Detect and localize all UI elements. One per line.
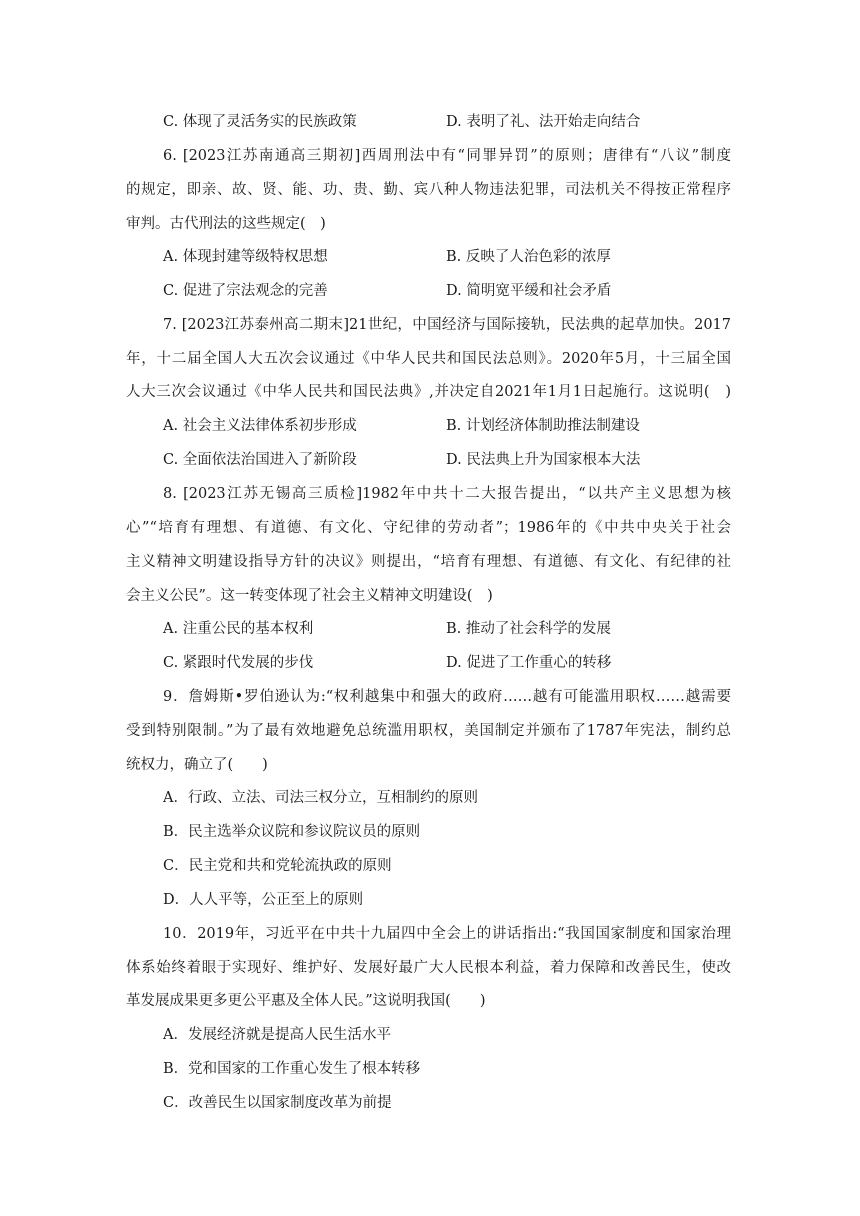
q7-stem-line-1: 7. [2023江苏泰州高二期末]21世纪，中国经济与国际接轨，民法典的起草加快。2017 xyxy=(163,317,731,333)
q9-stem-line-3: 统权力，确立了( ) xyxy=(126,757,268,773)
q7-option-a: A. 社会主义法律体系初步形成 xyxy=(163,418,357,434)
q8-stem-line-2: 心”“培育有理想、有道德、有文化、守纪律的劳动者”；1986年的《中共中央关于社会 xyxy=(126,520,731,536)
q9-stem-line-2: 受到特别限制。”为了最有效地避免总统滥用职权，美国制定并颁布了1787年宪法，制约总 xyxy=(126,723,731,739)
q9-option-a: A．行政、立法、司法三权分立，互相制约的原则 xyxy=(163,790,478,806)
q6-stem-line-1: 6. [2023江苏南通高三期初]西周刑法中有“同罪异罚”的原则；唐律有“八议”制度 xyxy=(163,148,731,164)
q8-option-d: D. 促进了工作重心的转移 xyxy=(446,655,612,671)
q8-option-a: A. 注重公民的基本权利 xyxy=(163,621,314,637)
q8-option-b: B. 推动了社会科学的发展 xyxy=(446,621,611,637)
q6-option-d: D. 简明宽平缓和社会矛盾 xyxy=(446,283,612,299)
q9-option-c: C．民主党和共和党轮流执政的原则 xyxy=(163,858,392,874)
q9-option-b: B．民主选举众议院和参议院议员的原则 xyxy=(163,824,421,840)
q8-stem-line-1: 8. [2023江苏无锡高三质检]1982年中共十二大报告提出，“以共产主义思想为核 xyxy=(163,486,731,502)
q7-option-c: C. 全面依法治国进入了新阶段 xyxy=(163,452,357,468)
q10-option-c: C．改善民生以国家制度改革为前提 xyxy=(163,1095,392,1111)
q10-stem-line-3: 革发展成果更多更公平惠及全体人民。”这说明我国( ) xyxy=(126,993,486,1009)
q7-stem-line-2: 年，十二届全国人大五次会议通过《中华人民共和国民法总则》。2020年5月，十三届全国 xyxy=(126,351,731,367)
q7-option-d: D. 民法典上升为国家根本大法 xyxy=(446,452,641,468)
q6-option-a: A. 体现封建等级特权思想 xyxy=(163,249,328,265)
q6-stem-line-3: 审判。古代刑法的这些规定( ) xyxy=(126,216,326,232)
q8-stem-line-3: 主义精神文明建设指导方针的决议》则提出，“培育有理想、有道德、有文化、有纪律的社 xyxy=(126,554,731,570)
q9-stem-line-1: 9．詹姆斯•罗伯逊认为:“权利越集中和强大的政府……越有可能滥用职权……越需要 xyxy=(163,689,731,705)
q5-option-c: C. 体现了灵活务实的民族政策 xyxy=(163,114,357,130)
q10-stem-line-1: 10．2019年，习近平在中共十九届四中全会上的讲话指出:“我国国家制度和国家治理 xyxy=(163,926,731,942)
q6-option-b: B. 反映了人治色彩的浓厚 xyxy=(446,249,611,265)
q10-option-b: B．党和国家的工作重心发生了根本转移 xyxy=(163,1061,421,1077)
q8-option-c: C. 紧跟时代发展的步伐 xyxy=(163,655,314,671)
q9-option-d: D．人人平等，公正至上的原则 xyxy=(163,892,364,908)
q10-option-a: A．发展经济就是提高人民生活水平 xyxy=(163,1027,391,1043)
q10-stem-line-2: 体系始终着眼于实现好、维护好、发展好最广大人民根本利益，着力保障和改善民生，使改 xyxy=(126,960,731,976)
q6-option-c: C. 促进了宗法观念的完善 xyxy=(163,283,328,299)
q5-option-d: D. 表明了礼、法开始走向结合 xyxy=(446,114,641,130)
q7-stem-line-3: 人大三次会议通过《中华人民共和国民法典》,并决定自2021年1月1日起施行。这说明( ) xyxy=(126,384,731,400)
q7-option-b: B. 计划经济体制助推法制建设 xyxy=(446,418,640,434)
q8-stem-line-4: 会主义公民”。这一转变体现了社会主义精神文明建设( ) xyxy=(126,588,493,604)
q6-stem-line-2: 的规定，即亲、故、贤、能、功、贵、勤、宾八种人物违法犯罪，司法机关不得按正常程序 xyxy=(126,182,731,198)
